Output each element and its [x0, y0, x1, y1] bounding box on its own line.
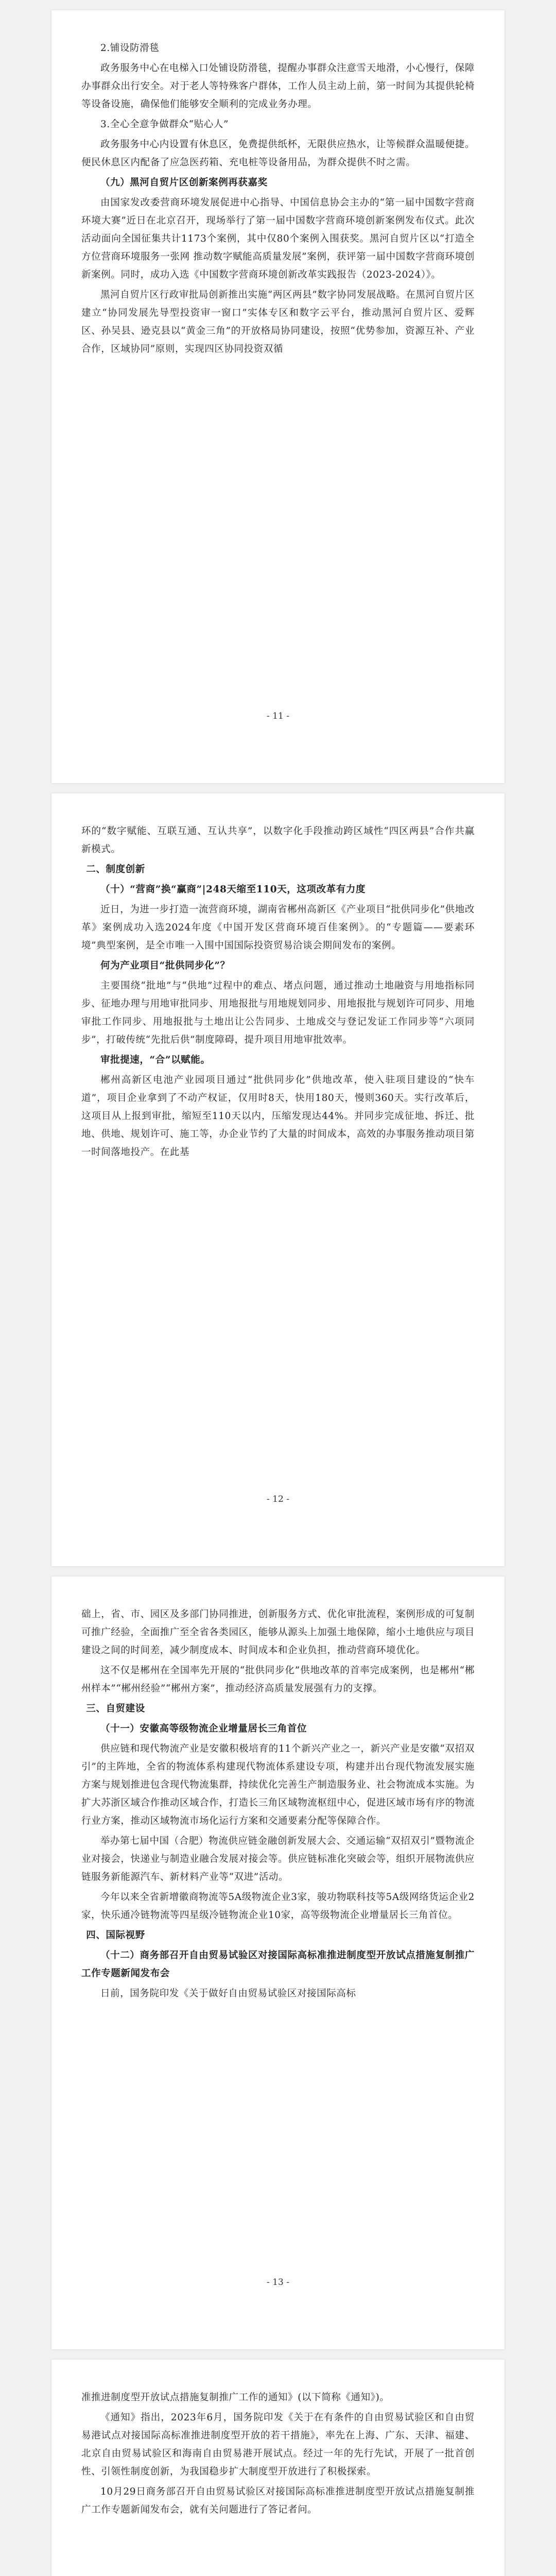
chapter-heading: 四、国际视野 [86, 1930, 145, 1941]
paragraph: 政务服务中心内设置有休息区，免费提供纸杯，无限供应热水，让等候群众温暖便捷。便民休息区内配备了应急医药箱、充电桩等设备用品，为群众提供不时之需。 [81, 139, 475, 168]
chapter-heading: 三、自贸建设 [86, 1703, 145, 1714]
page-content [51, 10, 505, 358]
paragraph: 《通知》指出，2023年6月，国务院印发《关于在有条件的自由贸易试验区和自由贸易港试点对接国际高标准推进制度型开放的若干措施》，率先在上海、广东、天津、福建、北京自由贸易试验区和海南自由贸易港开展试点。经过一年的先行先试，开展了一批首创性、引领性制度创新，为我国稳步扩大制度型开放进行了积极探索。 [81, 2412, 475, 2477]
page-content [51, 793, 505, 1161]
page-number: - 13 - [267, 2277, 289, 2287]
sub-heading: 审批提速，“合”以赋能。 [100, 1055, 211, 1065]
page-number: - 12 - [267, 1494, 289, 1504]
document-page-14 [51, 2360, 505, 2576]
document-page-11 [51, 10, 505, 783]
paragraph: 供应链和现代物流产业是安徽积极培育的11个新兴产业之一，新兴产业是安徽“双招双引”的主阵地，全省的物流体系构建现代物流体系建设专项，构建并出台现代物流发展实施方案与规划推进包含现代物流集群，持续优化完善生产制造服务业、社会物流成本实施。为扩大苏浙区域合作推动区域合作，打造长三角区域物流枢纽中心，促进区域市场有序的物流行业方案，推动区域物流市场化运行方案和交通要素分配等保障合作。 [81, 1743, 475, 1826]
paragraph: 环的“数字赋能、互联互通、互认共享”，以数字化手段推动跨区域性“四区两县”合作共赢新模式。 [81, 826, 475, 855]
paragraph: 3.全心全意争做群众“贴心人” [100, 119, 229, 130]
section-heading: （九）黑河自贸片区创新案例再获嘉奖 [100, 177, 268, 188]
paragraph: 黑河自贸片区行政审批局创新推出实施“两区两县”数字协同发展战略。在黑河自贸片区建立“协同发展先导型投资审一窗口”实体专区和数字云平台，推动黑河自贸片区、爱辉区、孙吴县、逊克县以“黄金三角”的开放格局协同建设，按照“优势参加，资源互补、产业合作，区域协同”原则，实现四区协同投资双循 [81, 290, 475, 354]
paragraph: 由国家发改委营商环境发展促进中心指导、中国信息协会主办的“第一届中国数字营商环境大赛”近日在北京召开，现场举行了第一届中国数字营商环境创新案例发布仪式。此次活动面向全国征集共计1173个案例，其中仅80个案例入围获奖。黑河自贸片区以“打造全方位营商环境服务一张网 推动数字赋能高质量发展”案例，获评第一届中国数字营商环境创新案例。同时，成功入选《中国数字营商环境创新改革实践报告（2023-2024）》。 [81, 197, 475, 280]
paragraph: 近日，为进一步打造一流营商环境，湖南省郴州高新区《产业项目“批供同步化”供地改革》案例成功入选2024年度《中国开发区营商环境百佳案例》。的“专题篇——要素环境”典型案例，是全市唯一入围中国国际投资贸易洽谈会期间发布的案例。 [81, 904, 475, 951]
paragraph: 政务服务中心在电梯入口处铺设防滑毯，提醒办事群众注意雪天地滑，小心慢行，保障办事群众出行安全。对于老人等特殊客户群体，工作人员主动上前，第一时间为其提供轮椅等设备设施，确保他们能够安全顺利的完成业务办理。 [81, 63, 475, 110]
page-content [51, 2360, 505, 2519]
paragraph: 日前，国务院印发《关于做好自由贸易试验区对接国际高标 [100, 1988, 356, 1999]
paragraph: 这不仅是郴州在全国率先开展的“批供同步化”供地改革的首率完成案例，也是郴州“郴州样本”“郴州经验”“郴州方案”，推动经济高质量发展强有力的支撑。 [81, 1665, 475, 1694]
sub-heading: 何为产业项目“批供同步化”？ [100, 960, 230, 971]
section-heading: （十二）商务部召开自由贸易试验区对接国际高标准推进制度型开放试点措施复制推广工作专题新闻发布会 [81, 1950, 475, 1979]
paragraph: 举办第七届中国（合肥）物流供应链金融创新发展大会、交通运输“双招双引”暨物流企业对接会，快递业与制造业融合发展对接会等。供应链标准化突破会等，组织开展物流供应链服务新能源汽车、新材料产业等“双进”活动。 [81, 1836, 475, 1883]
paragraph: 础上，省、市、园区及多部门协同推进，创新服务方式、优化审批流程，案例形成的可复制可推广经验，全面推广至全省各类园区，能够从源头上加强土地保障，缩小土地供应与项目建设之间的时间差，减少制度成本、时间成本和企业负担，推动营商环境优化。 [81, 1609, 475, 1656]
page-content [51, 1577, 505, 2003]
paragraph: 郴州高新区电池产业园项目通过“批供同步化”供地改革，使入驻项目建设的“快车道”，项目企业拿到了不动产权证，仅用时8天，快用180天，慢则360天。实行改革后，这项目从上报到审批，缩短至110天以内，压缩发现达44%。并同步完成征地、拆迁、批地、供地、规划许可、施工等，办企业节约了大量的时间成本，高效的办事服务推动项目第一时间落地投产。在此基 [81, 1075, 475, 1158]
section-heading: （十一）安徽高等级物流企业增量居长三角首位 [100, 1723, 307, 1734]
paragraph: 2.铺设防滑毯 [100, 43, 160, 54]
section-heading: （十）“营商”换“赢商”|248天缩至110天，这项改革有力度 [100, 884, 366, 895]
chapter-heading: 二、制度创新 [86, 864, 145, 875]
document-page-13 [51, 1577, 505, 2349]
paragraph: 10月29日商务部召开自由贸易试验区对接国际高标准推进制度型开放试点措施复制推广工作专题新闻发布会，就有关问题进行了答记者问。 [81, 2486, 475, 2515]
paragraph: 主要围绕“批地”与“供地”过程中的难点、堵点问题，通过推动土地融资与用地指标同步、征地办理与用地审批同步、用地报批与用地规划同步、用地报批与规划许可同步、用地审批工作同步、用地报批与土地出让公告同步、土地成交与登记发证工作同步等“六项同步”，打破传统“先批后供”制度障碍，提升项目用地审批效率。 [81, 980, 475, 1045]
page-number: - 11 - [267, 711, 289, 721]
document-page-12 [51, 793, 505, 1566]
paragraph: 准推进制度型开放试点措施复制推广工作的通知》(以下简称《通知》)。 [81, 2392, 390, 2403]
paragraph: 今年以来全省新增徽商物流等5A级物流企业3家，骏功物联科技等5A级网络货运企业2家，快乐通冷链物流等四星级冷链物流企业10家，高等级物流企业增量居长三角首位。 [81, 1892, 475, 1921]
